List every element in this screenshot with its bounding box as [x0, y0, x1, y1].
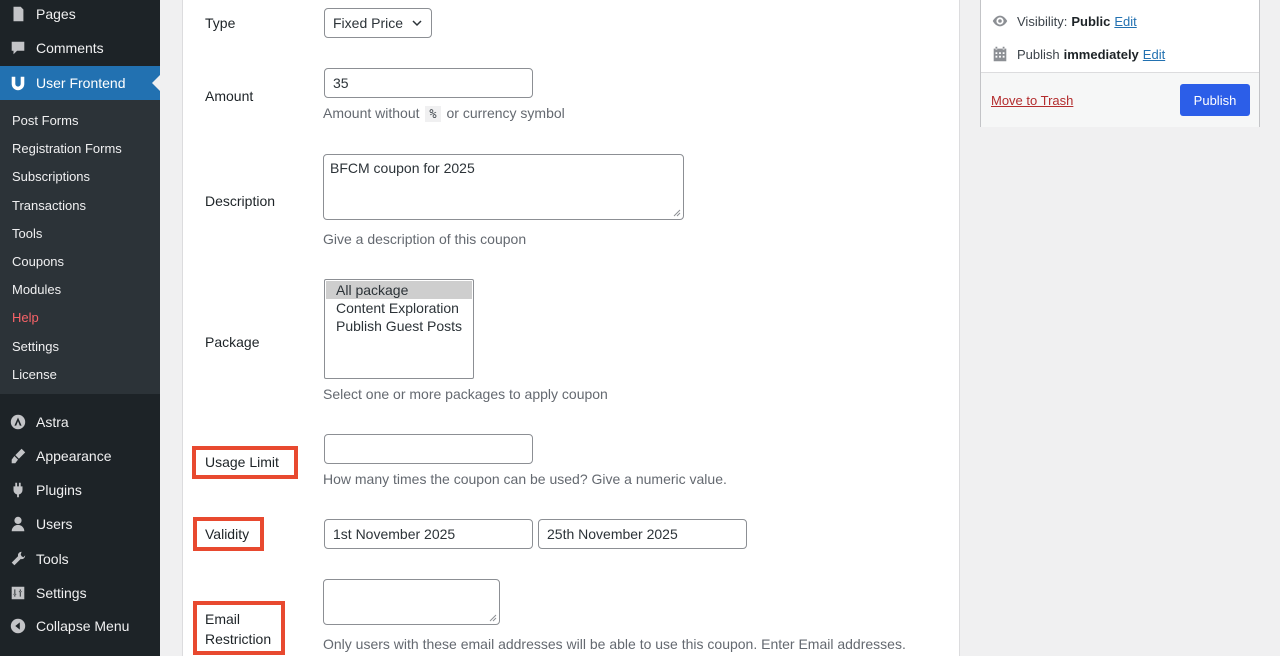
validity-end-input[interactable]	[538, 519, 747, 549]
submenu-modules[interactable]: Modules	[12, 282, 62, 297]
plugins-icon	[0, 481, 36, 499]
coupon-form-panel	[182, 0, 960, 656]
comments-icon	[0, 39, 36, 57]
publish-metabox	[980, 0, 1260, 127]
validity-start-value: 1st November 2025	[333, 526, 456, 542]
menu-label: Settings	[36, 585, 87, 601]
submenu-tools[interactable]: Tools	[12, 226, 43, 241]
usage-limit-hint: How many times the coupon can be used? Give a numeric value.	[323, 471, 727, 487]
resize-handle-icon[interactable]	[673, 209, 681, 217]
menu-settings[interactable]	[0, 576, 160, 610]
publish-schedule-label: Publish	[1017, 46, 1060, 62]
menu-label: Users	[36, 516, 73, 532]
resize-handle-icon[interactable]	[489, 614, 497, 622]
user-frontend-icon	[0, 74, 36, 92]
menu-label: Tools	[36, 551, 69, 567]
submenu-license[interactable]: License	[12, 367, 57, 382]
admin-sidebar	[0, 0, 160, 656]
submenu-registration-forms[interactable]: Registration Forms	[12, 141, 122, 156]
description-textarea[interactable]	[323, 154, 684, 220]
type-label: Type	[205, 15, 236, 31]
astra-icon	[0, 413, 36, 431]
amount-value: 35	[333, 75, 349, 91]
type-select-value: Fixed Price	[333, 15, 404, 31]
description-value: BFCM coupon for 2025	[330, 160, 475, 176]
amount-input[interactable]	[324, 68, 533, 98]
package-option[interactable]: All package	[326, 281, 472, 299]
user-frontend-submenu	[0, 100, 160, 394]
email-restriction-hint: Only users with these email addresses will be able to use this coupon. Enter Email addresses.	[323, 636, 906, 652]
email-restriction-label-line2: Restriction	[205, 631, 272, 647]
publish-schedule-edit-link[interactable]: Edit	[1142, 46, 1166, 62]
type-select[interactable]	[324, 8, 432, 38]
menu-comments[interactable]	[0, 31, 160, 65]
settings-icon	[0, 584, 36, 602]
validity-label: Validity	[205, 526, 250, 542]
visibility-label: Visibility:	[1017, 13, 1068, 29]
menu-tools[interactable]	[0, 542, 160, 576]
publish-schedule-row	[991, 45, 1165, 63]
menu-label: Astra	[36, 414, 69, 430]
appearance-icon	[0, 447, 36, 465]
active-indicator	[152, 75, 160, 91]
menu-user-frontend[interactable]	[0, 66, 160, 100]
publish-actions	[981, 72, 1259, 127]
email-restriction-label	[205, 609, 271, 649]
amount-label: Amount	[205, 88, 254, 104]
menu-astra[interactable]	[0, 405, 160, 439]
submenu-subscriptions[interactable]: Subscriptions	[12, 169, 91, 184]
menu-plugins[interactable]	[0, 473, 160, 507]
menu-label: User Frontend	[36, 75, 126, 91]
description-hint: Give a description of this coupon	[323, 231, 527, 247]
chevron-down-icon	[411, 17, 423, 29]
menu-appearance[interactable]	[0, 439, 160, 473]
usage-limit-input[interactable]	[324, 434, 533, 464]
email-restriction-label-line1: Email	[205, 611, 241, 627]
package-option[interactable]: Content Exploration	[336, 300, 459, 316]
percent-code: %	[425, 106, 440, 122]
visibility-edit-link[interactable]: Edit	[1114, 13, 1137, 29]
submenu-post-forms[interactable]: Post Forms	[12, 113, 79, 128]
amount-hint-pre: Amount without	[323, 105, 420, 121]
pages-icon	[0, 5, 36, 23]
usage-limit-label: Usage Limit	[205, 454, 279, 470]
menu-label: Pages	[36, 6, 76, 22]
amount-hint-post: or currency symbol	[446, 105, 565, 121]
eye-icon	[991, 12, 1009, 30]
visibility-row	[991, 12, 1137, 30]
collapse-icon	[0, 617, 36, 635]
calendar-icon	[991, 45, 1009, 63]
amount-hint	[323, 105, 565, 121]
submenu-transactions[interactable]: Transactions	[12, 198, 86, 213]
publish-schedule-value: immediately	[1063, 46, 1139, 62]
menu-label: Comments	[36, 40, 104, 56]
menu-label: Plugins	[36, 482, 82, 498]
publish-button[interactable]: Publish	[1180, 84, 1250, 116]
validity-end-value: 25th November 2025	[547, 526, 678, 542]
menu-users[interactable]	[0, 507, 160, 541]
package-hint: Select one or more packages to apply coupon	[323, 386, 608, 402]
validity-start-input[interactable]	[324, 519, 533, 549]
description-label: Description	[205, 193, 276, 209]
visibility-value: Public	[1071, 13, 1111, 29]
move-to-trash-link[interactable]: Move to Trash	[991, 93, 1074, 108]
menu-pages[interactable]	[0, 0, 160, 31]
users-icon	[0, 515, 36, 533]
menu-label: Appearance	[36, 448, 112, 464]
collapse-menu-button[interactable]	[0, 609, 160, 643]
package-option[interactable]: Publish Guest Posts	[336, 318, 463, 334]
package-label: Package	[205, 334, 260, 350]
menu-label: Collapse Menu	[36, 618, 130, 634]
tools-icon	[0, 550, 36, 568]
email-restriction-textarea[interactable]	[323, 579, 500, 625]
submenu-settings[interactable]: Settings	[12, 339, 59, 354]
package-multiselect[interactable]	[324, 279, 474, 379]
submenu-help[interactable]: Help	[12, 310, 39, 325]
submenu-coupons[interactable]: Coupons	[12, 254, 65, 269]
